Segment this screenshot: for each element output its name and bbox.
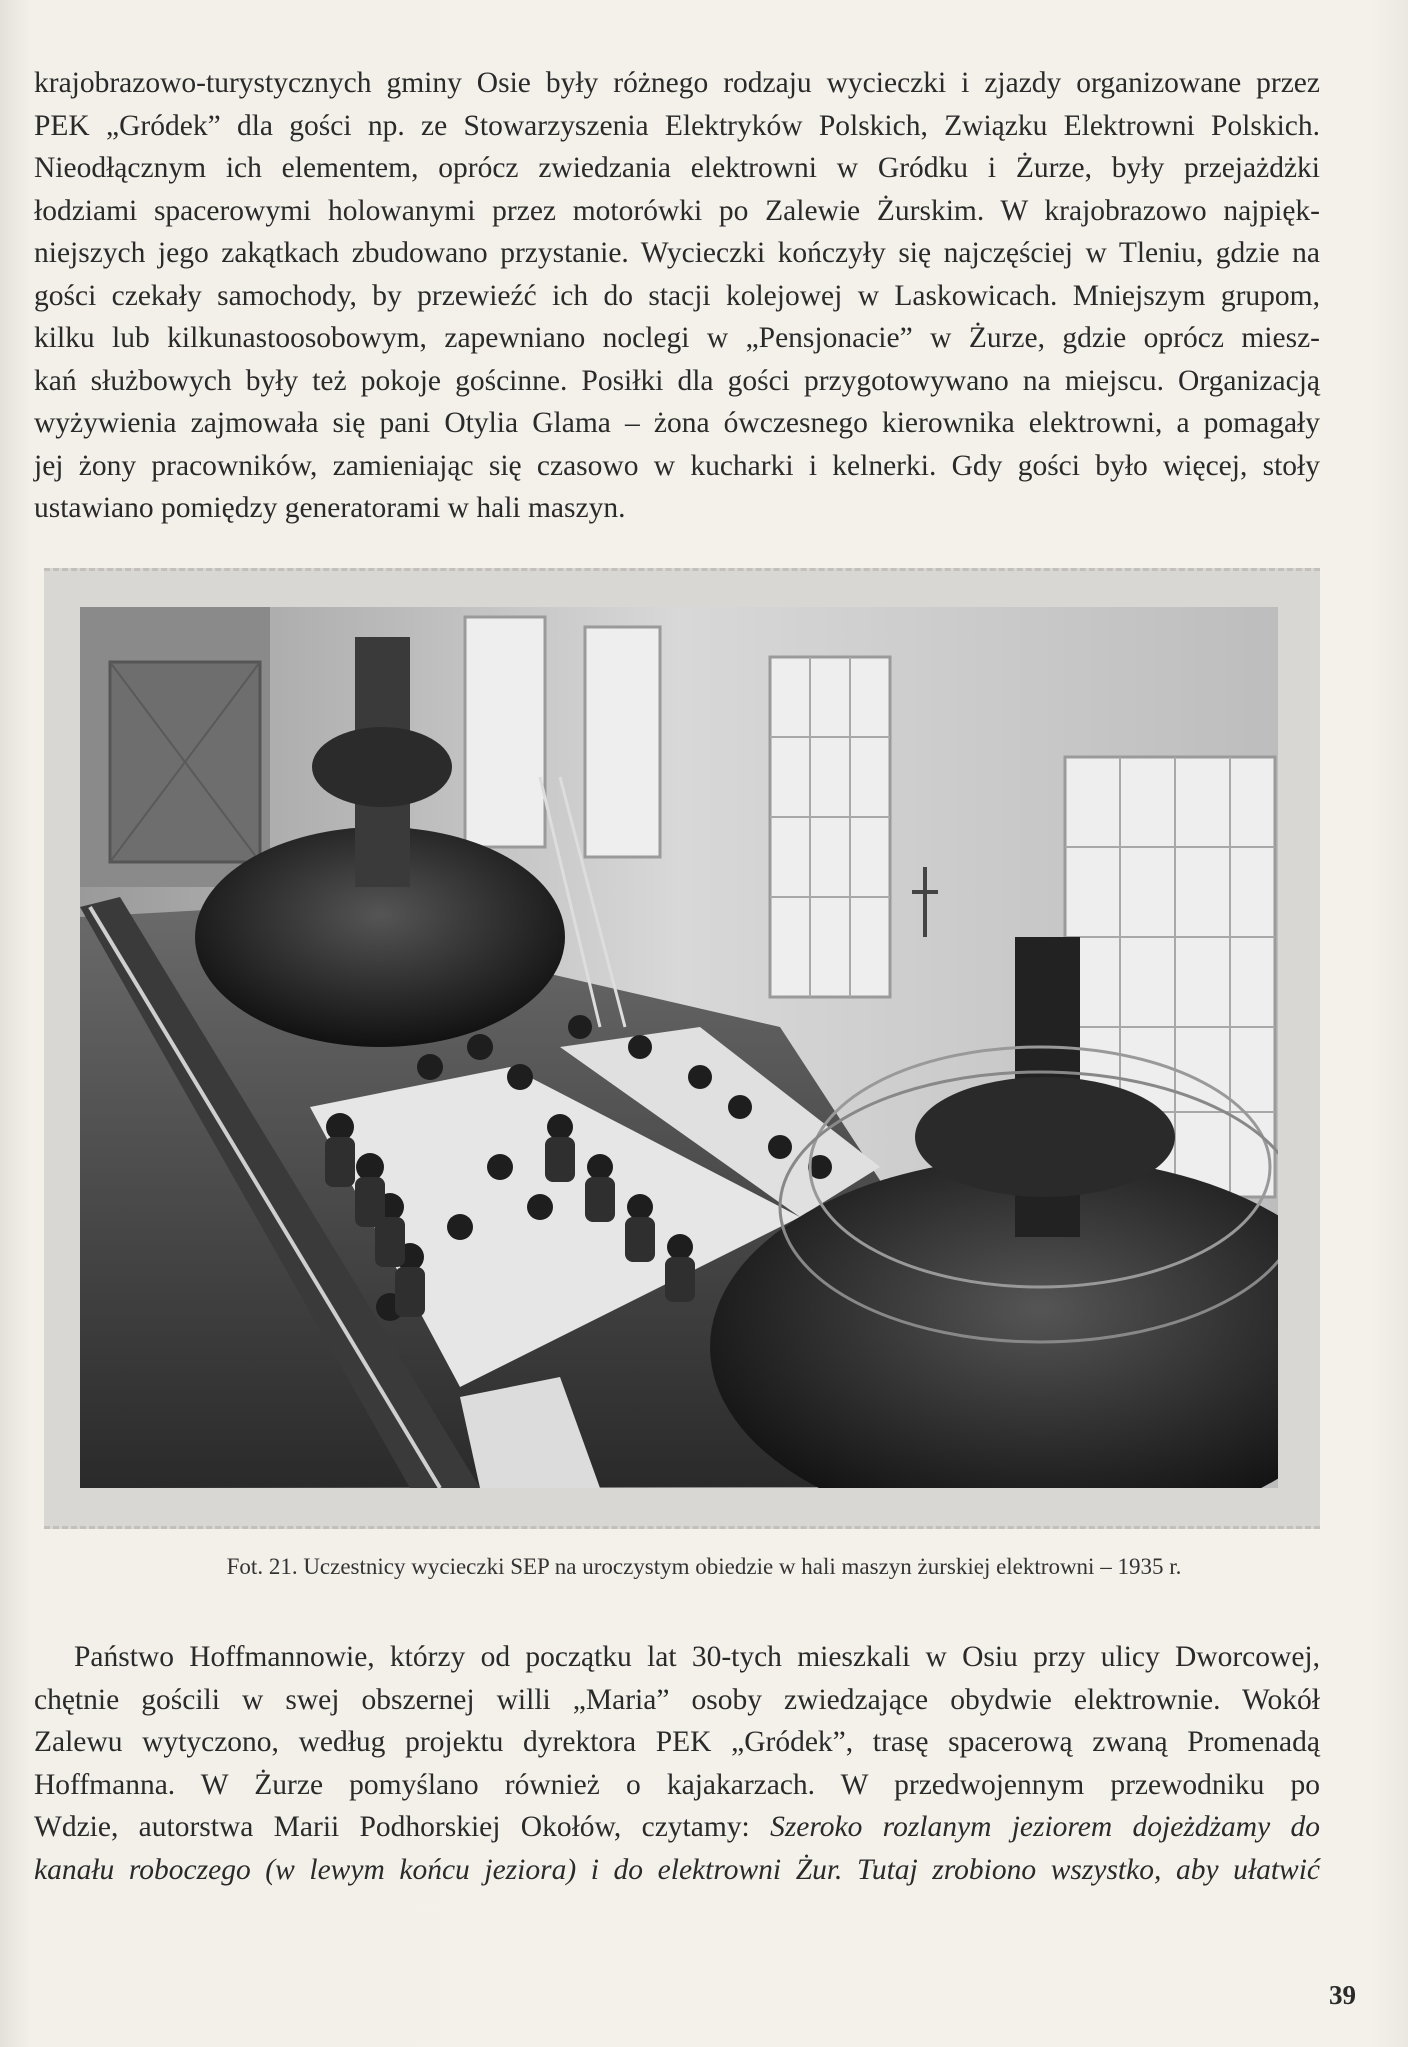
text-line: krajobrazowo-turystycznych gminy Osie były różnego rodzaju wycieczki i zjazdy organizowane przez <box>34 67 1320 99</box>
text-line: Hoffmanna. W Żurze pomyślano również o kajakarzach. W przedwojennym przewodniku po <box>34 1768 1320 1801</box>
text-line-mixed <box>34 1806 1320 1849</box>
photo-caption: Fot. 21. Uczestnicy wycieczki SEP na uroczystym obiedzie w hali maszyn żurskiej elektrowni – 1935 r. <box>226 1554 1182 1579</box>
text-line: Zalewu wytyczono, według projektu dyrektora PEK „Gródek”, trasę spacerową zwaną Promenadą <box>34 1726 1320 1758</box>
page-number: 39 <box>1329 1980 1356 2010</box>
text-line: chętnie gościli w swej obszernej willi „Maria” osoby zwiedzające obydwie elektrownie. Wokół <box>34 1683 1320 1716</box>
text-line: jej żony pracowników, zamieniając się czasowo w kucharki i kelnerki. Gdy gości było więcej, stoły <box>34 449 1320 482</box>
text-line: wyżywienia zajmowała się pani Otylia Glama – żona ówczesnego kierownika elektrowni, a pomagały <box>34 407 1320 439</box>
historical-photo-machine-hall-banquet <box>80 607 1278 1488</box>
quote-italic-line: kanału roboczego (w lewym końcu jeziora) i do elektrowni Żur. Tutaj zrobiono wszystko, aby ułatwić <box>34 1853 1320 1886</box>
text-line: łodziami spacerowymi holowanymi przez motorówki po Zalewie Żurskim. W krajobrazowo najpięk- <box>34 194 1320 227</box>
quote-italic: Szeroko rozlanym jeziorem dojeżdżamy do <box>770 1811 1320 1843</box>
text-line: Nieodłącznym ich elementem, oprócz zwiedzania elektrowni w Gródku i Żurze, były przejażdżki <box>34 152 1320 184</box>
text-line: ustawiano pomiędzy generatorami w hali maszyn. <box>34 492 626 524</box>
text-line: kań służbowych były też pokoje gościnne. Posiłki dla gości przygotowywano na miejscu. Organizacją <box>34 364 1320 397</box>
text-line: PEK „Gródek” dla gości np. ze Stowarzyszenia Elektryków Polskich, Związku Elektrowni Polskich. <box>34 109 1320 142</box>
text-line: gości czekały samochody, by przewieźć ich do stacji kolejowej w Laskowicach. Mniejszym grupom, <box>34 279 1320 312</box>
text-line: kilku lub kilkunastoosobowym, zapewniano noclegi w „Pensjonacie” w Żurze, gdzie oprócz miesz- <box>34 322 1320 354</box>
top-paragraph <box>34 62 1320 530</box>
text-line: niejszych jego zakątkach zbudowano przystanie. Wycieczki kończyły się najczęściej w Tleniu, gdzie na <box>34 237 1320 269</box>
text-plain: Wdzie, autorstwa Marii Podhorskiej Okołów, czytamy: <box>34 1811 771 1843</box>
bottom-paragraph <box>34 1636 1320 1891</box>
text-line: Państwo Hoffmannowie, którzy od początku lat 30-tych mieszkali w Osiu przy ulicy Dworcowej, <box>74 1641 1320 1673</box>
